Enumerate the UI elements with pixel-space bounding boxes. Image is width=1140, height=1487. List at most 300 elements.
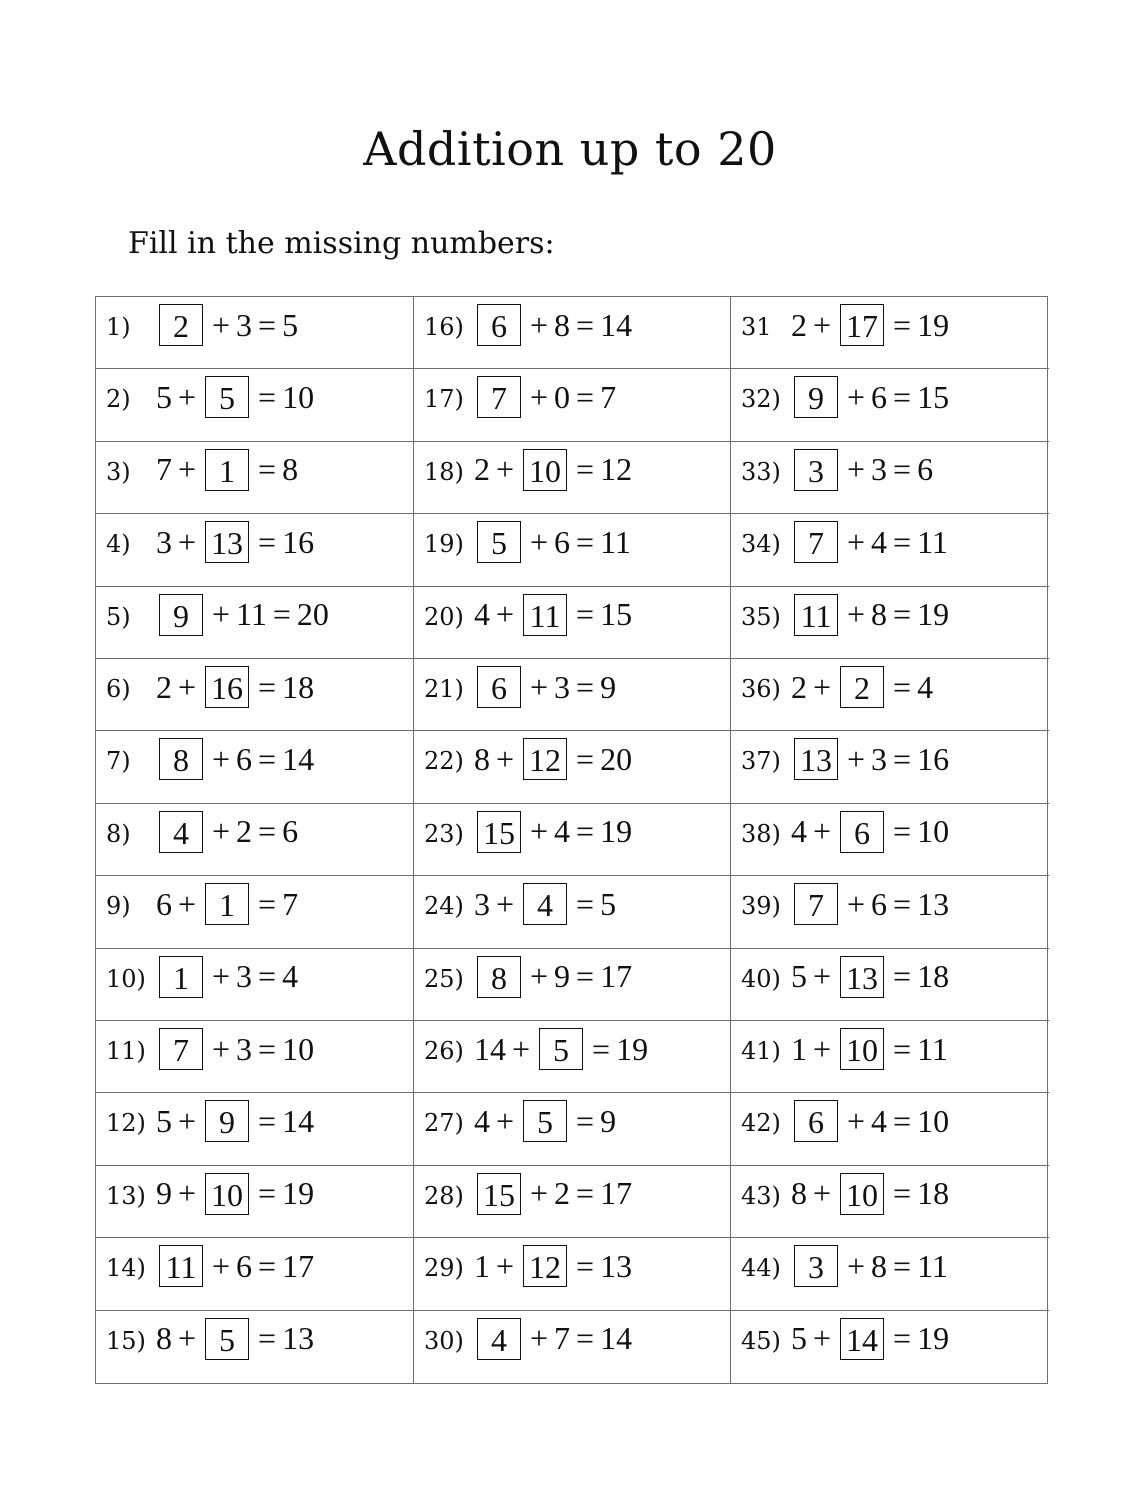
plus-sign: + (530, 1320, 549, 1357)
problem-cell (414, 442, 731, 514)
answer-box[interactable]: 7 (794, 883, 838, 925)
problem-cell (96, 369, 414, 441)
sum: 11 (917, 1247, 948, 1284)
answer-box[interactable]: 3 (794, 1245, 838, 1287)
answer-box[interactable]: 8 (477, 956, 521, 998)
equation (791, 665, 933, 709)
addend: 1 (791, 1030, 807, 1067)
equation (156, 955, 298, 999)
sum: 13 (600, 1247, 633, 1284)
problem-cell (96, 514, 414, 586)
plus-sign: + (813, 306, 832, 343)
answer-box[interactable]: 11 (523, 594, 567, 636)
problem-number: 35) (741, 602, 781, 631)
equation (474, 593, 632, 637)
answer-box[interactable]: 8 (159, 738, 203, 780)
problem-number: 12) (106, 1109, 146, 1138)
problem-cell (414, 297, 731, 369)
addend: 11 (236, 596, 267, 633)
problem-number: 15) (106, 1326, 146, 1355)
equals-sign: = (258, 740, 277, 777)
problem-number: 1) (106, 313, 131, 341)
sum: 11 (600, 523, 631, 560)
problem-grid (95, 296, 1048, 1384)
sum: 19 (616, 1030, 649, 1067)
equals-sign: = (576, 1175, 595, 1212)
answer-box[interactable]: 10 (840, 1028, 884, 1070)
equals-sign: = (576, 378, 595, 415)
problem-number: 23) (424, 819, 464, 848)
problem-number: 9) (106, 892, 131, 921)
addend: 2 (236, 813, 253, 850)
addend: 4 (474, 596, 490, 633)
problem-number: 10) (106, 964, 146, 993)
sum: 16 (282, 523, 315, 560)
plus-sign: + (512, 1030, 531, 1067)
problem-cell (414, 1021, 731, 1093)
sum: 18 (282, 668, 315, 705)
equation (474, 375, 616, 419)
answer-box[interactable]: 13 (205, 521, 249, 563)
equation (791, 520, 948, 564)
equals-sign: = (592, 1030, 611, 1067)
problem-cell (96, 297, 414, 369)
equals-sign: = (576, 1247, 595, 1284)
sum: 14 (282, 740, 315, 777)
answer-box[interactable]: 1 (159, 956, 203, 998)
answer-box[interactable]: 12 (523, 738, 567, 780)
sum: 12 (600, 451, 633, 488)
sum: 19 (282, 1175, 315, 1212)
problem-cell (731, 1093, 1049, 1165)
answer-box[interactable]: 4 (477, 1318, 521, 1360)
plus-sign: + (813, 958, 832, 995)
plus-sign: + (496, 885, 515, 922)
problem-number: 11) (106, 1037, 146, 1065)
answer-box[interactable]: 12 (523, 1245, 567, 1287)
problem-cell (731, 514, 1049, 586)
problem-cell (731, 1021, 1049, 1093)
sum: 10 (917, 813, 950, 850)
problem-cell (96, 587, 414, 659)
equals-sign: = (576, 668, 595, 705)
equals-sign: = (893, 1102, 912, 1139)
plus-sign: + (212, 1030, 231, 1067)
addend: 3 (236, 1030, 253, 1067)
addend: 6 (871, 885, 888, 922)
problem-number: 33) (741, 457, 781, 486)
equation (474, 882, 616, 926)
addend: 2 (791, 306, 807, 343)
plus-sign: + (530, 1175, 549, 1212)
problem-cell (414, 1311, 731, 1383)
equals-sign: = (258, 378, 277, 415)
equals-sign: = (258, 1320, 277, 1357)
sum: 4 (282, 958, 299, 995)
equation (791, 1317, 949, 1361)
equals-sign: = (893, 813, 912, 850)
problem-cell (96, 1311, 414, 1383)
problem-cell (414, 804, 731, 876)
problem-number: 7) (106, 747, 131, 776)
sum: 14 (282, 1102, 315, 1139)
problem-cell (96, 659, 414, 731)
equation (791, 810, 949, 854)
addend: 6 (554, 523, 571, 560)
addend: 8 (156, 1320, 172, 1357)
addend: 14 (474, 1030, 506, 1067)
plus-sign: + (496, 451, 515, 488)
sum: 19 (917, 1320, 950, 1357)
plus-sign: + (530, 668, 549, 705)
equals-sign: = (893, 523, 912, 560)
plus-sign: + (178, 1102, 197, 1139)
addend: 6 (156, 885, 172, 922)
answer-box[interactable]: 11 (794, 594, 838, 636)
plus-sign: + (813, 668, 832, 705)
equals-sign: = (893, 1247, 912, 1284)
equation (156, 448, 298, 492)
equation (474, 1172, 632, 1216)
plus-sign: + (847, 1247, 866, 1284)
answer-box[interactable]: 15 (477, 1173, 521, 1215)
answer-box[interactable]: 13 (840, 956, 884, 998)
problem-cell (731, 369, 1049, 441)
answer-box[interactable]: 9 (794, 376, 838, 418)
problem-number: 42) (741, 1109, 781, 1138)
plus-sign: + (813, 1175, 832, 1212)
equals-sign: = (893, 740, 912, 777)
equals-sign: = (893, 451, 912, 488)
problem-cell (731, 1166, 1049, 1238)
plus-sign: + (212, 958, 231, 995)
equals-sign: = (258, 1102, 277, 1139)
addend: 6 (236, 1247, 253, 1284)
plus-sign: + (847, 740, 866, 777)
equation (156, 375, 314, 419)
problem-number: 34) (741, 530, 781, 559)
equation (474, 1027, 648, 1071)
equation (474, 520, 631, 564)
addend: 3 (871, 451, 888, 488)
page-title: Addition up to 20 (363, 122, 777, 176)
equation (791, 1244, 948, 1288)
answer-box[interactable]: 5 (205, 376, 249, 418)
plus-sign: + (178, 523, 197, 560)
problem-number: 14) (106, 1254, 146, 1283)
equals-sign: = (258, 813, 277, 850)
answer-box[interactable]: 7 (159, 1028, 203, 1070)
equals-sign: = (576, 306, 595, 343)
sum: 14 (600, 1320, 633, 1357)
plus-sign: + (178, 1175, 197, 1212)
sum: 19 (917, 306, 950, 343)
answer-box[interactable]: 13 (794, 738, 838, 780)
equation (474, 955, 632, 999)
equation (474, 665, 616, 709)
problem-cell (96, 1166, 414, 1238)
answer-box[interactable]: 16 (205, 666, 249, 708)
answer-box[interactable]: 10 (205, 1173, 249, 1215)
problem-number: 28) (424, 1181, 464, 1210)
plus-sign: + (212, 740, 231, 777)
equation (791, 1099, 949, 1143)
problem-cell (414, 369, 731, 441)
sum: 13 (917, 885, 950, 922)
sum: 17 (600, 1175, 633, 1212)
equation (474, 1244, 632, 1288)
answer-box[interactable]: 11 (159, 1245, 203, 1287)
problem-number: 29) (424, 1254, 464, 1283)
answer-box[interactable]: 9 (205, 1100, 249, 1142)
sum: 19 (600, 813, 633, 850)
sum: 14 (600, 306, 633, 343)
problem-cell (414, 949, 731, 1021)
sum: 18 (917, 958, 950, 995)
equation (156, 593, 329, 637)
addend: 3 (236, 306, 253, 343)
problem-number: 4) (106, 530, 131, 559)
equation (791, 1172, 949, 1216)
answer-box[interactable]: 5 (205, 1318, 249, 1360)
equation (791, 955, 949, 999)
equation (791, 1027, 948, 1071)
equals-sign: = (893, 378, 912, 415)
addend: 3 (474, 885, 490, 922)
addend: 4 (474, 1102, 490, 1139)
equation (474, 1099, 616, 1143)
answer-box[interactable]: 3 (794, 449, 838, 491)
problem-number: 40) (741, 964, 781, 993)
plus-sign: + (178, 451, 197, 488)
answer-box[interactable]: 1 (205, 883, 249, 925)
addend: 5 (156, 378, 172, 415)
plus-sign: + (212, 306, 231, 343)
addend: 3 (871, 740, 888, 777)
addend: 8 (554, 306, 571, 343)
equation (474, 737, 632, 781)
problem-cell (731, 659, 1049, 731)
answer-box[interactable]: 9 (159, 594, 203, 636)
sum: 20 (600, 740, 633, 777)
problem-number: 43) (741, 1181, 781, 1210)
answer-box[interactable]: 1 (205, 449, 249, 491)
addend: 4 (554, 813, 571, 850)
answer-box[interactable]: 6 (840, 811, 884, 853)
equation (474, 810, 632, 854)
addend: 8 (871, 596, 888, 633)
answer-box[interactable]: 7 (794, 521, 838, 563)
plus-sign: + (212, 813, 231, 850)
answer-box[interactable]: 6 (477, 666, 521, 708)
equals-sign: = (258, 1247, 277, 1284)
equation (791, 737, 949, 781)
equals-sign: = (272, 596, 291, 633)
equals-sign: = (576, 523, 595, 560)
addend: 3 (236, 958, 253, 995)
problem-number: 31 (741, 313, 772, 341)
answer-box[interactable]: 10 (840, 1173, 884, 1215)
addend: 8 (474, 740, 490, 777)
addend: 4 (791, 813, 807, 850)
equation (156, 882, 298, 926)
answer-box[interactable]: 17 (840, 304, 884, 346)
equals-sign: = (893, 306, 912, 343)
answer-box[interactable]: 4 (159, 811, 203, 853)
equals-sign: = (576, 740, 595, 777)
equals-sign: = (893, 958, 912, 995)
equals-sign: = (893, 1320, 912, 1357)
addend: 9 (156, 1175, 172, 1212)
plus-sign: + (178, 378, 197, 415)
problem-number: 27) (424, 1109, 464, 1138)
plus-sign: + (178, 1320, 197, 1357)
problem-cell (414, 514, 731, 586)
answer-box[interactable]: 6 (477, 304, 521, 346)
addend: 3 (554, 668, 571, 705)
problem-cell (731, 949, 1049, 1021)
problem-number: 8) (106, 819, 131, 848)
problem-cell (96, 442, 414, 514)
equals-sign: = (576, 813, 595, 850)
sum: 5 (282, 306, 299, 343)
answer-box[interactable]: 2 (840, 666, 884, 708)
problem-number: 13) (106, 1181, 146, 1210)
problem-number: 16) (424, 313, 464, 341)
problem-number: 17) (424, 385, 464, 414)
answer-box[interactable]: 2 (159, 304, 203, 346)
answer-box[interactable]: 5 (539, 1028, 583, 1070)
problem-number: 45) (741, 1326, 781, 1355)
plus-sign: + (847, 451, 866, 488)
plus-sign: + (496, 740, 515, 777)
sum: 10 (282, 1030, 315, 1067)
addend: 2 (156, 668, 172, 705)
problem-number: 18) (424, 457, 464, 486)
plus-sign: + (530, 523, 549, 560)
plus-sign: + (847, 885, 866, 922)
answer-box[interactable]: 5 (477, 521, 521, 563)
problem-number: 44) (741, 1254, 781, 1283)
problem-cell (731, 297, 1049, 369)
problem-number: 19) (424, 530, 464, 559)
plus-sign: + (178, 885, 197, 922)
problem-cell (96, 949, 414, 1021)
addend: 0 (554, 378, 571, 415)
addend: 7 (554, 1320, 571, 1357)
problem-cell (96, 1021, 414, 1093)
equation (474, 1317, 632, 1361)
equation (156, 737, 314, 781)
plus-sign: + (496, 596, 515, 633)
plus-sign: + (496, 1247, 515, 1284)
equation (156, 303, 298, 347)
problem-number: 22) (424, 747, 464, 776)
plus-sign: + (847, 378, 866, 415)
equals-sign: = (576, 1102, 595, 1139)
equation (791, 593, 949, 637)
equation (156, 665, 314, 709)
addend: 7 (156, 451, 172, 488)
plus-sign: + (847, 523, 866, 560)
problem-number: 2) (106, 385, 131, 414)
problem-cell (731, 1238, 1049, 1310)
addend: 3 (156, 523, 172, 560)
problem-number: 32) (741, 385, 781, 414)
problem-cell (731, 587, 1049, 659)
plus-sign: + (530, 958, 549, 995)
answer-box[interactable]: 6 (794, 1100, 838, 1142)
problem-number: 39) (741, 892, 781, 921)
addend: 9 (554, 958, 571, 995)
answer-box[interactable]: 15 (477, 811, 521, 853)
equation (156, 520, 314, 564)
plus-sign: + (813, 813, 832, 850)
problem-cell (414, 876, 731, 948)
problem-cell (414, 587, 731, 659)
equals-sign: = (893, 885, 912, 922)
equals-sign: = (576, 596, 595, 633)
equals-sign: = (893, 1030, 912, 1067)
plus-sign: + (212, 596, 231, 633)
equals-sign: = (258, 1175, 277, 1212)
answer-box[interactable]: 7 (477, 376, 521, 418)
equals-sign: = (258, 958, 277, 995)
equals-sign: = (576, 885, 595, 922)
plus-sign: + (813, 1030, 832, 1067)
equation (474, 303, 632, 347)
problem-cell (731, 804, 1049, 876)
plus-sign: + (813, 1320, 832, 1357)
answer-box[interactable]: 10 (523, 449, 567, 491)
addend: 6 (871, 378, 888, 415)
answer-box[interactable]: 5 (523, 1100, 567, 1142)
equals-sign: = (576, 1320, 595, 1357)
instructions: Fill in the missing numbers: (128, 226, 555, 261)
plus-sign: + (530, 813, 549, 850)
sum: 7 (600, 378, 617, 415)
problem-cell (96, 804, 414, 876)
sum: 8 (282, 451, 299, 488)
equals-sign: = (258, 668, 277, 705)
addend: 5 (791, 958, 807, 995)
equation (156, 1172, 314, 1216)
answer-box[interactable]: 4 (523, 883, 567, 925)
problem-cell (731, 442, 1049, 514)
problem-number: 5) (106, 602, 131, 631)
problem-number: 37) (741, 747, 781, 776)
addend: 4 (871, 1102, 888, 1139)
sum: 15 (600, 596, 633, 633)
problem-cell (731, 731, 1049, 803)
addend: 5 (791, 1320, 807, 1357)
problem-cell (96, 1093, 414, 1165)
equation (156, 810, 298, 854)
problem-cell (414, 1093, 731, 1165)
equation (791, 303, 949, 347)
sum: 13 (282, 1320, 315, 1357)
problem-number: 26) (424, 1037, 464, 1065)
equals-sign: = (258, 1030, 277, 1067)
problem-number: 25) (424, 964, 464, 993)
answer-box[interactable]: 14 (840, 1318, 884, 1360)
problem-cell (731, 876, 1049, 948)
sum: 5 (600, 885, 617, 922)
plus-sign: + (530, 378, 549, 415)
equals-sign: = (258, 885, 277, 922)
equals-sign: = (258, 523, 277, 560)
addend: 2 (474, 451, 490, 488)
